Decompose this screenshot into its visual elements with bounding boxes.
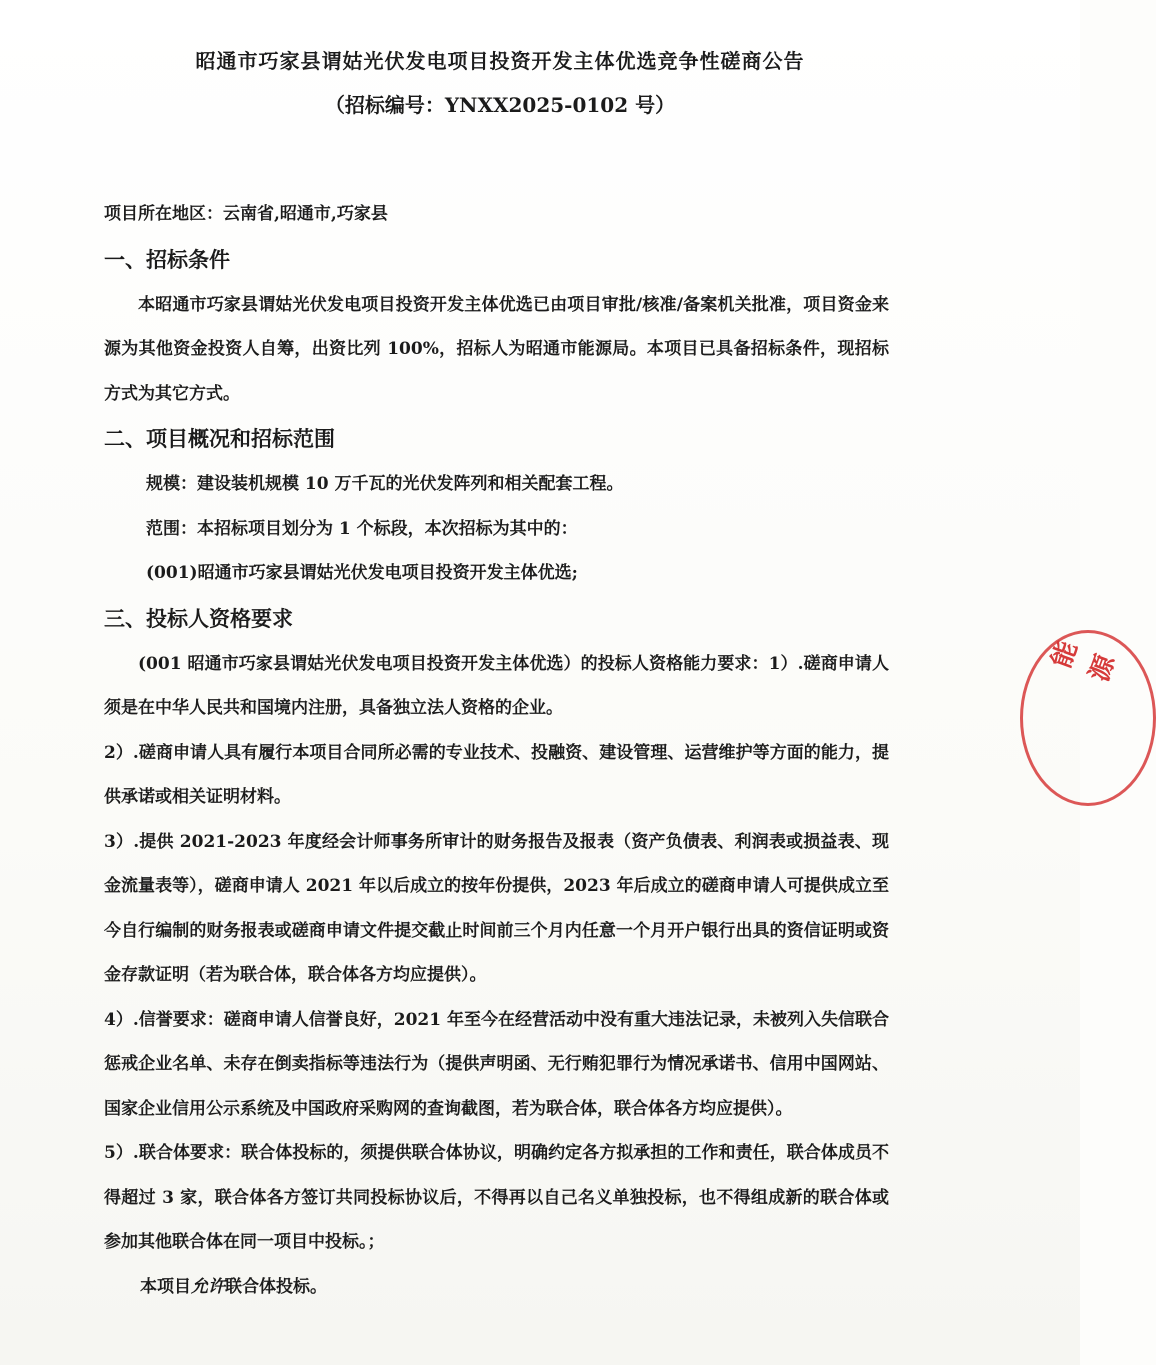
section3-req4: 4）.信誉要求：磋商申请人信誉良好，2021 年至今在经营活动中没有重大违法记录，未被列入失信联合惩戒企业名单、未存在倒卖指标等违法行为（提供声明函、无行贿犯罪行为情况承诺书、信用中国网站、国家企业信用公示系统及中国政府采购网的查询截图，若为联合体，联合体各方均应提供）。 xyxy=(104,1009,889,1119)
region-line: 项目所在地区：云南省,昭通市,巧家县 xyxy=(104,204,388,224)
section1-paragraph: 本昭通市巧家县谓姑光伏发电项目投资开发主体优选已由项目审批/核准/备案机关批准，项目资金来源为其他资金投资人自筹，出资比列 100%，招标人为昭通市能源局。本项目已具备招标条件，现招标方式为其它方式。 xyxy=(104,294,889,404)
section3-heading: 三、投标人资格要求 xyxy=(104,605,293,631)
section2-lot: (001)昭通市巧家县谓姑光伏发电项目投资开发主体优选; xyxy=(146,563,578,583)
document-body xyxy=(104,192,889,1309)
section1-heading: 一、招标条件 xyxy=(104,246,230,272)
section2-heading: 二、项目概况和招标范围 xyxy=(104,426,335,451)
document-number: （招标编号：YNXX2025-0102 号） xyxy=(324,93,676,117)
seal-text: 能源 xyxy=(1046,637,1122,686)
document-title: 昭通市巧家县谓姑光伏发电项目投资开发主体优选竞争性磋商公告 xyxy=(195,49,805,73)
consortium-line xyxy=(104,1265,889,1310)
section3-req3: 3）.提供 2021-2023 年度经会计师事务所审计的财务报告及报表（资产负债表、利润表或损益表、现金流量表等），磋商申请人 2021 年以后成立的按年份提供，2023 年后成立的磋商申请人可提供成立至今自行编制的财务报表或磋商申请文件提交截止时间前三个月内任意一个月开户银行出具的资信证明或资金存款证明（若为联合体，联合体各方均应提供）。 xyxy=(104,831,889,985)
section3-req2: 2）.磋商申请人具有履行本项目合同所必需的专业技术、投融资、建设管理、运营维护等方面的能力，提供承诺或相关证明材料。 xyxy=(104,742,889,807)
consortium-prefix: 本项目 xyxy=(140,1276,191,1297)
section3-req5: 5）.联合体要求：联合体投标的，须提供联合体协议，明确约定各方拟承担的工作和责任，联合体成员不得超过 3 家，联合体各方签订共同投标协议后，不得再以自己名义单独投标，也不得组成新的联合体或参加其他联合体在同一项目中投标。； xyxy=(104,1143,889,1252)
consortium-suffix: 联合体投标。 xyxy=(225,1276,327,1297)
section2-scale: 规模：建设装机规模 10 万千瓦的光伏发阵列和相关配套工程。 xyxy=(146,474,624,494)
section3-intro: (001 昭通市巧家县谓姑光伏发电项目投资开发主体优选）的投标人资格能力要求：1）.磋商申请人须是在中华人民共和国境内注册，具备独立法人资格的企业。 xyxy=(104,653,889,718)
title-block xyxy=(0,44,1000,122)
section2-scope: 范围：本招标项目划分为 1 个标段，本次招标为其中的： xyxy=(146,518,578,539)
consortium-handwritten: 允许 xyxy=(191,1276,225,1297)
